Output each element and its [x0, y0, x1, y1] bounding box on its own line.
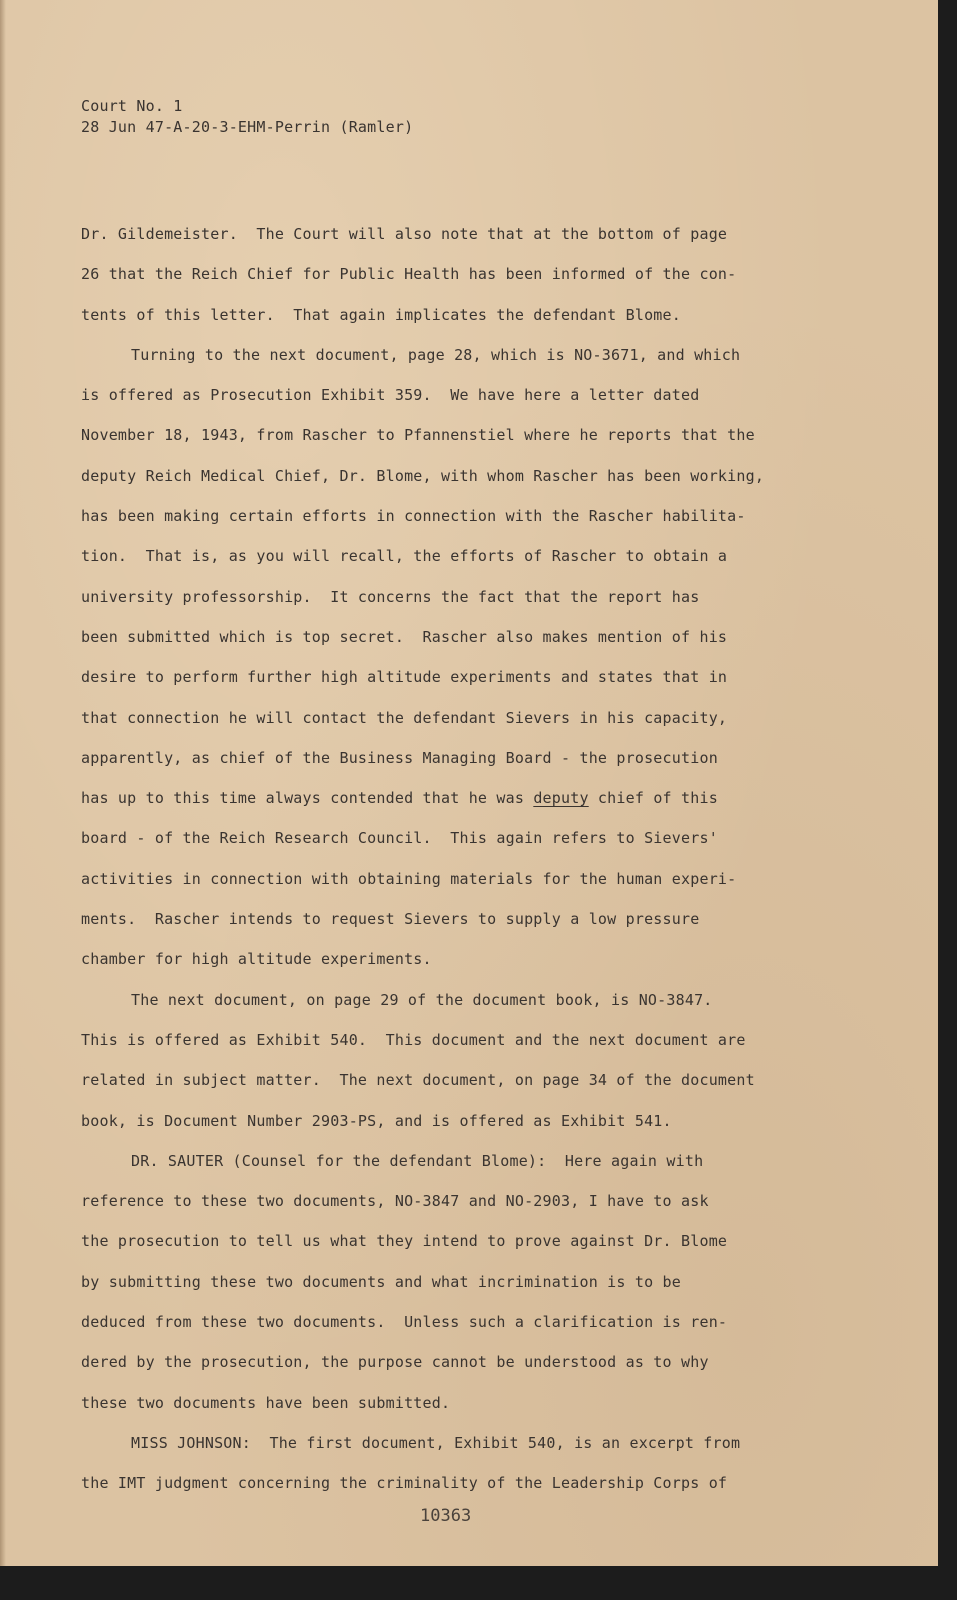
page-number: 10363: [420, 1506, 472, 1526]
text-line: The next document, on page 29 of the document book, is NO-3847.: [131, 990, 713, 1009]
text-line: related in subject matter. The next document, on page 34 of the document: [81, 1071, 755, 1090]
session-reference: 28 Jun 47-A-20-3-EHM-Perrin (Ramler): [81, 118, 414, 136]
text-line: 26 that the Reich Chief for Public Health has been informed of the con-: [81, 265, 737, 284]
text-line: ments. Rascher intends to request Sievers to supply a low pressure: [81, 910, 700, 929]
text-line: reference to these two documents, NO-3847 and NO-2903, I have to ask: [81, 1192, 709, 1211]
text-line: November 18, 1943, from Rascher to Pfannenstiel where he reports that the: [81, 426, 755, 445]
text-line: by submitting these two documents and what incrimination is to be: [81, 1272, 681, 1291]
text-line: university professorship. It concerns the fact that the report has: [81, 587, 700, 606]
text-line: tion. That is, as you will recall, the efforts of Rascher to obtain a: [81, 547, 728, 566]
text-line: This is offered as Exhibit 540. This document and the next document are: [81, 1030, 746, 1049]
text-line: apparently, as chief of the Business Managing Board - the prosecution: [81, 748, 718, 767]
text-line: activities in connection with obtaining materials for the human experi-: [81, 869, 737, 888]
text-line: MISS JOHNSON: The first document, Exhibit 540, is an excerpt from: [131, 1433, 741, 1452]
text-segment: has up to this time always contended that he was: [81, 789, 534, 808]
underlined-word: deputy: [533, 789, 589, 808]
paper-edge: [0, 0, 6, 1566]
text-line: board - of the Reich Research Council. This again refers to Sievers': [81, 829, 718, 848]
text-line: Dr. Gildemeister. The Court will also note that at the bottom of page: [81, 225, 728, 243]
text-line: tents of this letter. That again implicates the defendant Blome.: [81, 305, 681, 324]
text-line: these two documents have been submitted.: [81, 1393, 451, 1412]
text-line: chamber for high altitude experiments.: [81, 950, 432, 969]
text-line: is offered as Prosecution Exhibit 359. We have here a letter dated: [81, 386, 700, 405]
text-line: [81, 778, 841, 818]
text-line: Turning to the next document, page 28, which is NO-3671, and which: [131, 345, 741, 364]
text-line: book, is Document Number 2903-PS, and is offered as Exhibit 541.: [81, 1111, 672, 1130]
document-header: [81, 96, 413, 138]
text-line: deputy Reich Medical Chief, Dr. Blome, with whom Rascher has been working,: [81, 466, 765, 485]
text-line: been submitted which is top secret. Rascher also makes mention of his: [81, 627, 728, 646]
transcript-body: [81, 214, 841, 1504]
court-number: Court No. 1: [81, 97, 183, 115]
text-line: dered by the prosecution, the purpose cannot be understood as to why: [81, 1353, 709, 1372]
text-line: DR. SAUTER (Counsel for the defendant Blome): Here again with: [131, 1151, 704, 1170]
text-line: the prosecution to tell us what they intend to prove against Dr. Blome: [81, 1232, 728, 1251]
text-line: desire to perform further high altitude experiments and states that in: [81, 668, 728, 687]
text-line: that connection he will contact the defendant Sievers in his capacity,: [81, 708, 728, 727]
text-line: deduced from these two documents. Unless such a clarification is ren-: [81, 1313, 728, 1332]
text-line: the IMT judgment concerning the criminality of the Leadership Corps of: [81, 1474, 728, 1493]
text-line: has been making certain efforts in connection with the Rascher habilita-: [81, 507, 746, 526]
text-segment: chief of this: [588, 789, 718, 808]
